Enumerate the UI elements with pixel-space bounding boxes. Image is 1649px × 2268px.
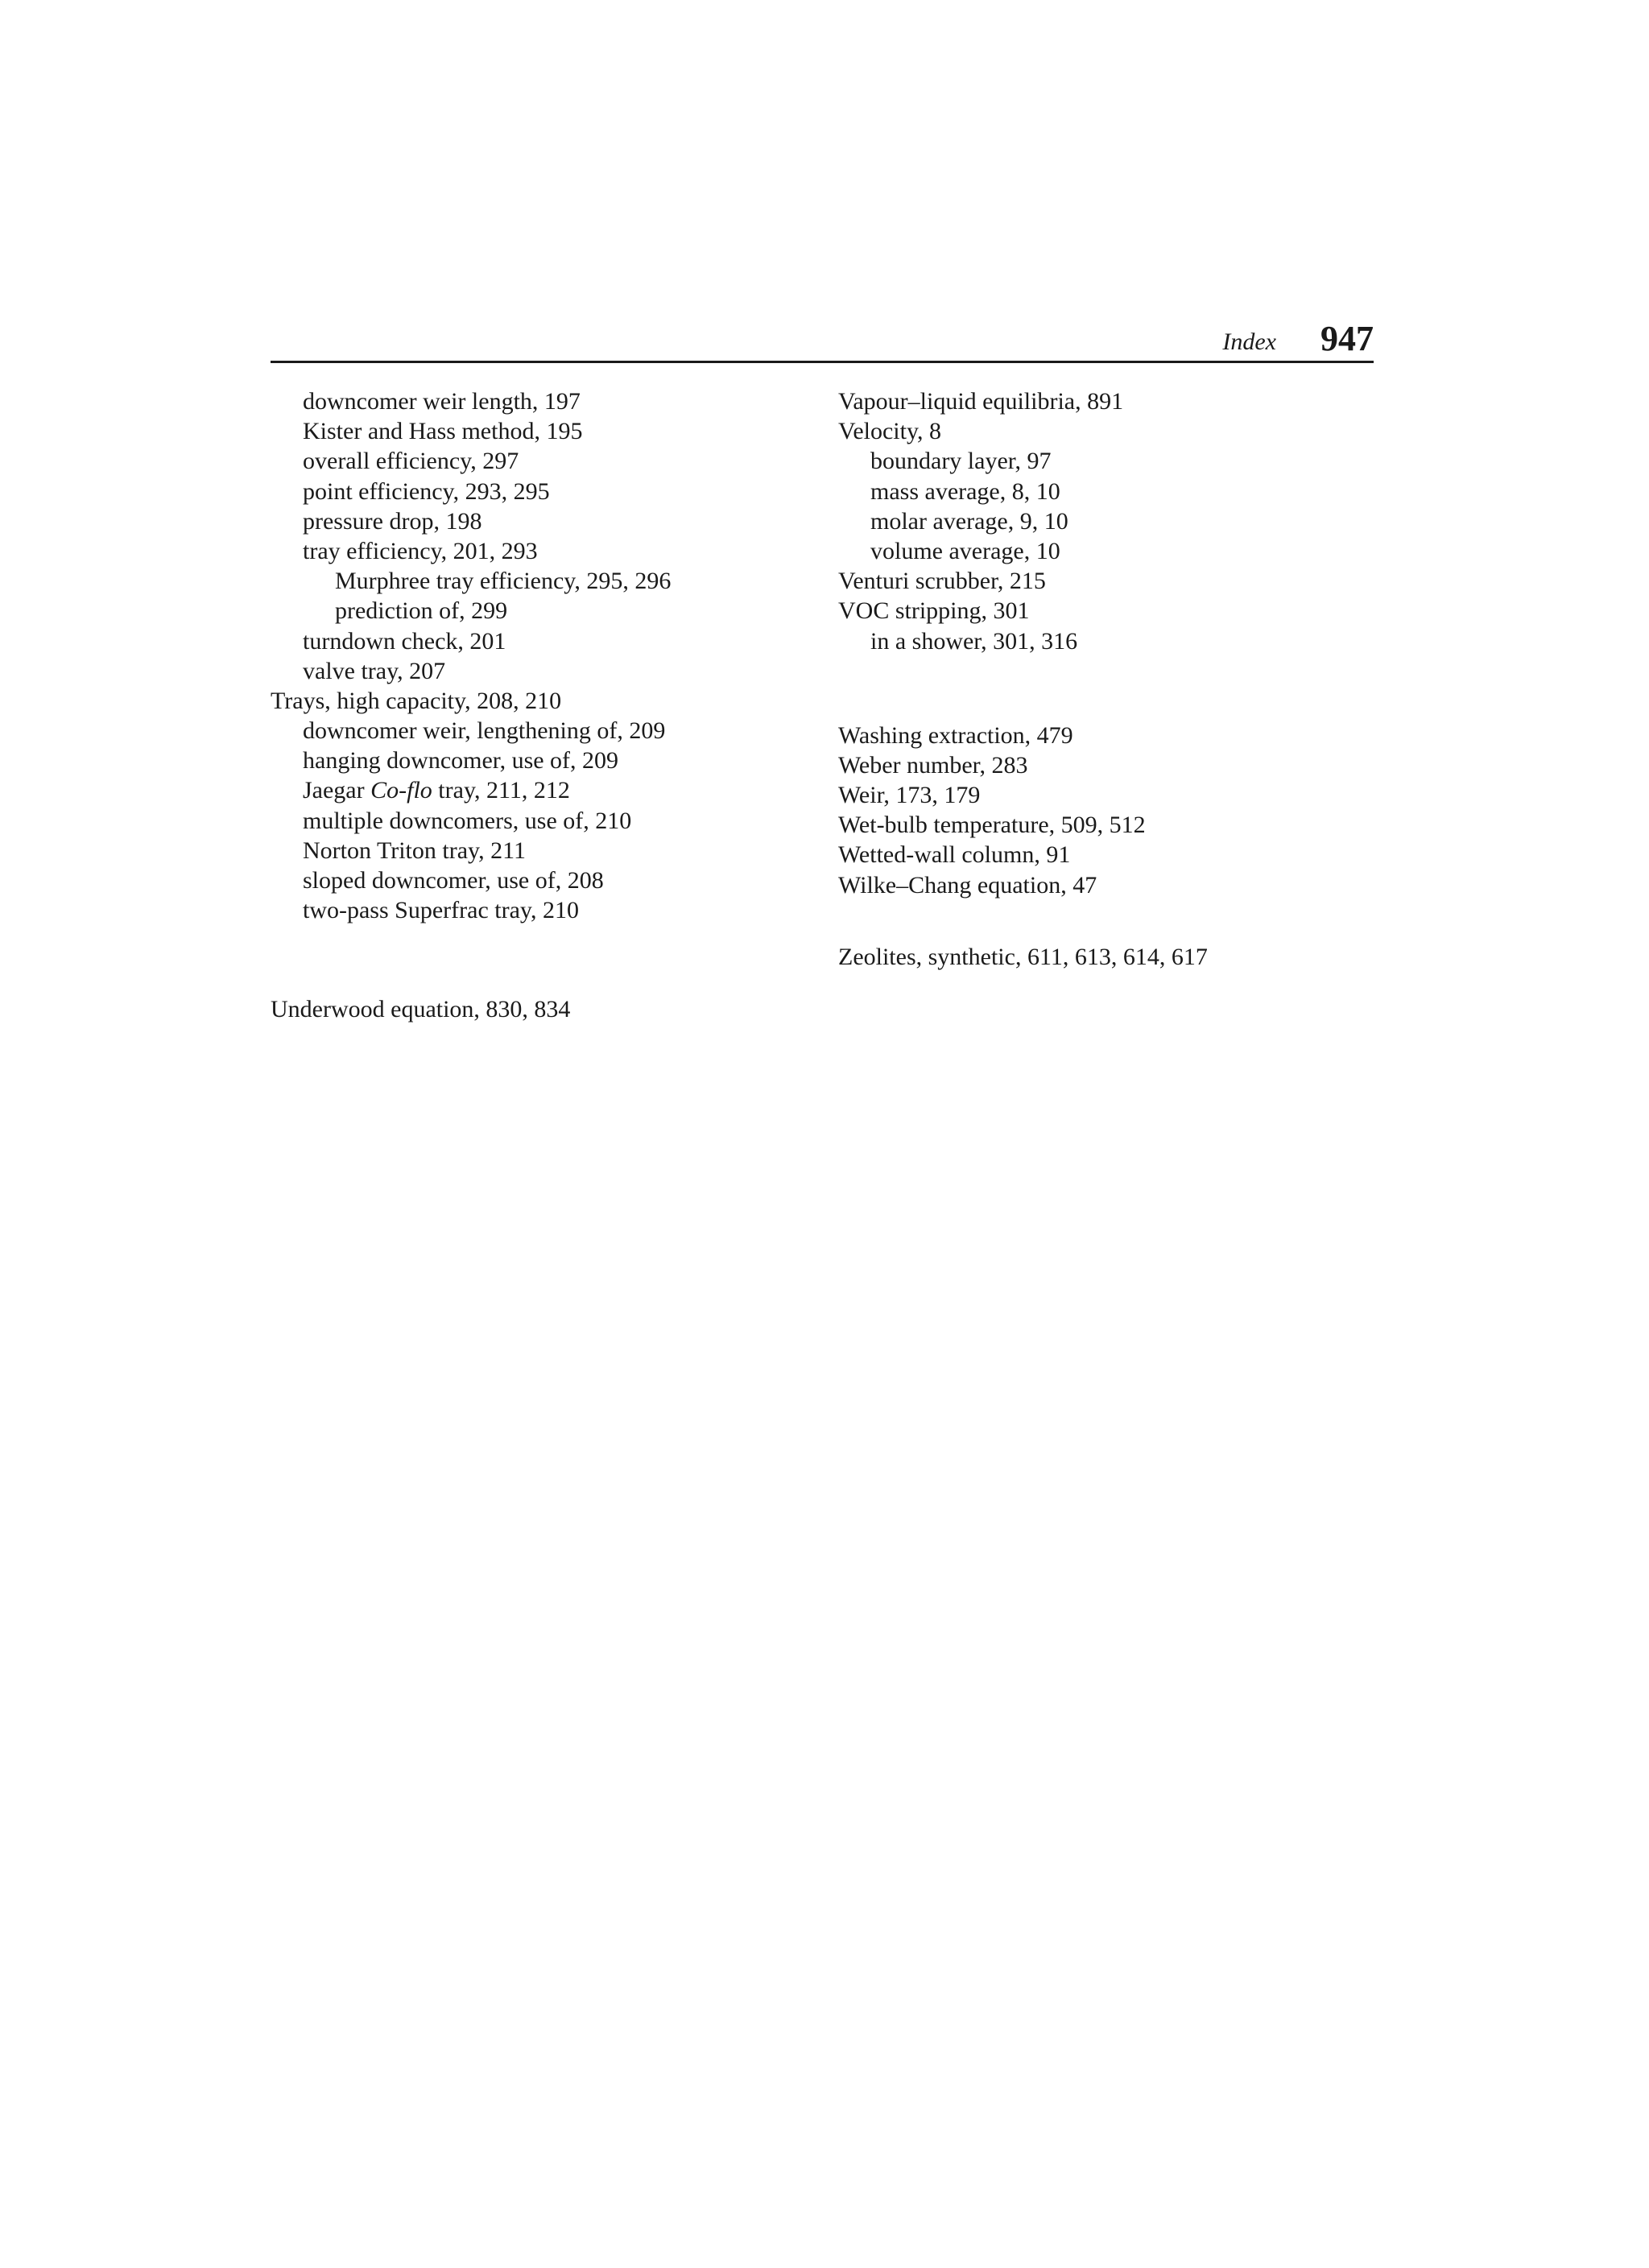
entry-italic-text: Co-flo — [370, 777, 432, 804]
index-entry: prediction of, 299 — [335, 597, 508, 625]
letter-group-spacer — [838, 900, 1354, 942]
index-entry: mass average, 8, 10 — [870, 477, 1060, 505]
index-entry: downcomer weir, lengthening of, 209 — [303, 717, 666, 745]
header-label: Index — [1222, 328, 1276, 355]
entry-text: tray, 211, 212 — [432, 777, 570, 804]
index-entry: Vapour–liquid equilibria, 891 — [838, 388, 1124, 415]
index-entry: multiple downcomers, use of, 210 — [303, 807, 632, 834]
index-entry: overall efficiency, 297 — [303, 448, 519, 475]
index-column-right — [838, 386, 1354, 972]
index-entry: Zeolites, synthetic, 611, 613, 614, 617 — [838, 943, 1208, 970]
index-column-left — [271, 386, 786, 1025]
index-entry: molar average, 9, 10 — [870, 507, 1068, 535]
index-entry: Weir, 173, 179 — [838, 782, 981, 809]
index-entry: Trays, high capacity, 208, 210 — [271, 687, 562, 714]
index-entry: hanging downcomer, use of, 209 — [303, 747, 619, 775]
index-entry: Weber number, 283 — [838, 751, 1028, 779]
entry-text: Jaegar — [303, 777, 371, 804]
index-entry: tray efficiency, 201, 293 — [303, 537, 538, 564]
index-entry: Norton Triton tray, 211 — [303, 837, 526, 864]
index-entry: in a shower, 301, 316 — [870, 627, 1078, 655]
page-number: 947 — [1320, 319, 1374, 358]
index-entry: point efficiency, 293, 295 — [303, 477, 550, 505]
index-entry — [271, 775, 786, 805]
index-entry: Velocity, 8 — [838, 418, 942, 445]
index-entry: two-pass Superfrac tray, 210 — [303, 897, 579, 924]
index-entry: Venturi scrubber, 215 — [838, 568, 1046, 595]
index-entry: pressure drop, 198 — [303, 507, 482, 535]
index-entry: Wilke–Chang equation, 47 — [838, 871, 1097, 899]
index-entry: Kister and Hass method, 195 — [303, 418, 583, 445]
index-entry: Washing extraction, 479 — [838, 721, 1073, 749]
index-entry: boundary layer, 97 — [870, 448, 1052, 475]
index-entry: downcomer weir length, 197 — [303, 388, 581, 415]
index-entry: Wet-bulb temperature, 509, 512 — [838, 812, 1146, 839]
letter-group-spacer — [838, 656, 1354, 721]
index-entry: volume average, 10 — [870, 537, 1060, 564]
index-entry: Murphree tray efficiency, 295, 296 — [335, 568, 672, 595]
index-entry: sloped downcomer, use of, 208 — [303, 867, 604, 894]
index-entry: Underwood equation, 830, 834 — [271, 996, 571, 1023]
index-entry: Wetted-wall column, 91 — [838, 841, 1071, 869]
letter-group-spacer — [271, 925, 786, 994]
index-entry: valve tray, 207 — [303, 657, 446, 684]
index-entry: turndown check, 201 — [303, 627, 506, 655]
index-entry: VOC stripping, 301 — [838, 597, 1030, 625]
running-header — [271, 316, 1374, 363]
